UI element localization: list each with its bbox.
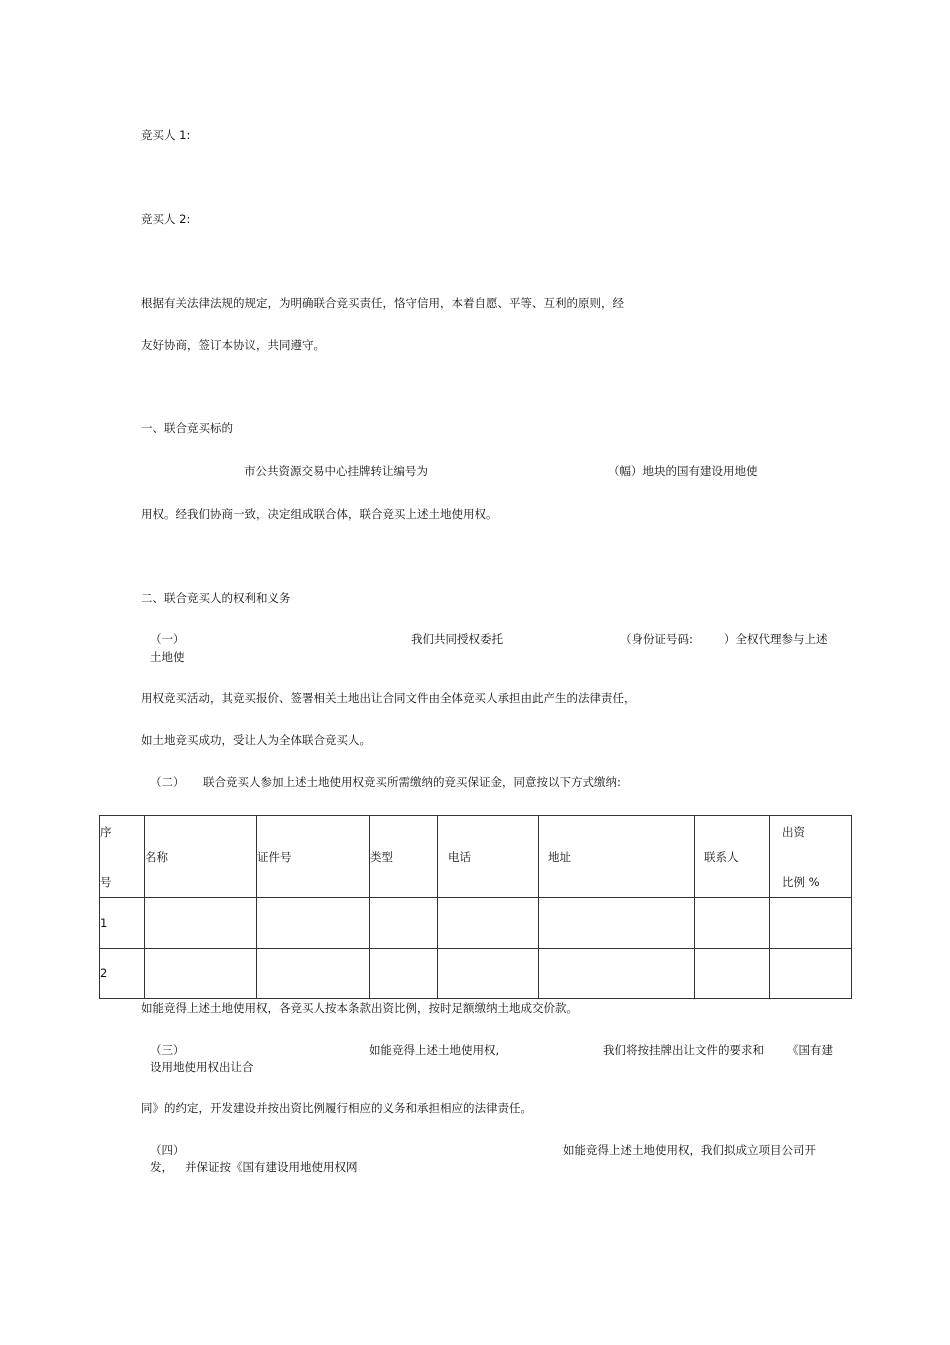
header-cell-address: 地址: [539, 816, 695, 898]
item-3-text-b: 我们将按挂牌出让文件的要求和: [603, 1043, 764, 1057]
table-cell: [257, 898, 370, 948]
bidder-1-label: 竞买人 1:: [141, 128, 191, 142]
item-2-number: （二）: [150, 775, 185, 789]
item-1-line-2: 用权竞买活动，其竞买报价、签署相关土地出让合同文件由全体竞买人承担由此产生的法律责任，: [141, 691, 636, 705]
bidder-2-label: 竞买人 2:: [141, 212, 191, 226]
intro-line-2: 友好协商，签订本协议，共同遵守。: [141, 338, 325, 352]
item-1-number: （一）: [150, 632, 185, 646]
table-cell: [539, 948, 695, 998]
seq-label-bottom: 号: [100, 874, 112, 889]
deposit-table: [99, 815, 852, 999]
item-1-text-c: ）全权代理参与上述: [724, 632, 828, 646]
item-3-text-c: 《国有建: [787, 1043, 833, 1057]
table-cell: [438, 948, 539, 998]
table-row: [100, 948, 852, 998]
header-cell-phone: 电话: [438, 816, 539, 898]
table-cell: [370, 948, 438, 998]
section-2-heading: 二、联合竞买人的权利和义务: [141, 591, 291, 605]
table-cell: [770, 898, 852, 948]
header-cell-ratio: [770, 816, 852, 898]
table-cell: [438, 898, 539, 948]
row-number: 2: [100, 948, 145, 998]
header-cell-contact: 联系人: [695, 816, 770, 898]
item-4-text-a: 如能竞得上述土地使用权，我们拟成立项目公司开: [563, 1143, 816, 1157]
table-cell: [539, 898, 695, 948]
section-1-text-b: （幅）地块的国有建设用地使: [608, 464, 758, 478]
seq-label-top: 序: [100, 824, 112, 839]
after-table-text: 如能竞得上述土地使用权，各竞买人按本条款出资比例，按时足额缴纳土地成交价款。: [141, 1001, 578, 1015]
header-cell-name: 名称: [145, 816, 257, 898]
section-1-text-c: 用权。经我们协商一致，决定组成联合体，联合竞买上述土地使用权。: [141, 507, 498, 521]
row-number: 1: [100, 898, 145, 948]
table-cell: [145, 898, 257, 948]
intro-line-1: 根据有关法律法规的规定，为明确联合竞买责任，恪守信用，本着自愿、平等、互利的原则，经: [141, 296, 624, 310]
section-1-text-a: 市公共资源交易中心挂牌转让编号为: [244, 464, 428, 478]
item-4-text-c: 并保证按《国有建设用地使用权网: [185, 1160, 358, 1174]
header-cell-type: 类型: [370, 816, 438, 898]
item-3-number: （三）: [150, 1043, 185, 1057]
header-cell-id-number: 证件号: [257, 816, 370, 898]
ratio-label-bottom: 比例 %: [782, 874, 820, 889]
item-4-number: （四）: [150, 1143, 185, 1157]
item-1-text-d: 土地使: [150, 650, 185, 664]
table-row: [100, 898, 852, 948]
item-2-text: 联合竞买人参加上述土地使用权竞买所需缴纳的竞买保证金，同意按以下方式缴纳:: [203, 775, 621, 789]
item-3-text-d: 设用地使用权出让合: [150, 1060, 254, 1074]
item-3-text-a: 如能竞得上述土地使用权,: [369, 1043, 500, 1057]
section-1-heading: 一、联合竞买标的: [141, 421, 233, 435]
item-1-text-b: （身份证号码:: [620, 632, 693, 646]
item-3-line-2: 同》的约定，开发建设并按出资比例履行相应的义务和承担相应的法律责任。: [141, 1101, 532, 1115]
table-cell: [695, 948, 770, 998]
table-cell: [145, 948, 257, 998]
item-1-text-a: 我们共同授权委托: [411, 632, 503, 646]
item-4-text-b: 发，: [150, 1160, 173, 1174]
table-cell: [257, 948, 370, 998]
header-cell-seq: [100, 816, 145, 898]
table-cell: [770, 948, 852, 998]
table-cell: [370, 898, 438, 948]
ratio-label-top: 出资: [782, 824, 805, 839]
table-cell: [695, 898, 770, 948]
table-header-row: [100, 816, 852, 898]
item-1-line-3: 如土地竞买成功，受让人为全体联合竞买人。: [141, 733, 371, 747]
